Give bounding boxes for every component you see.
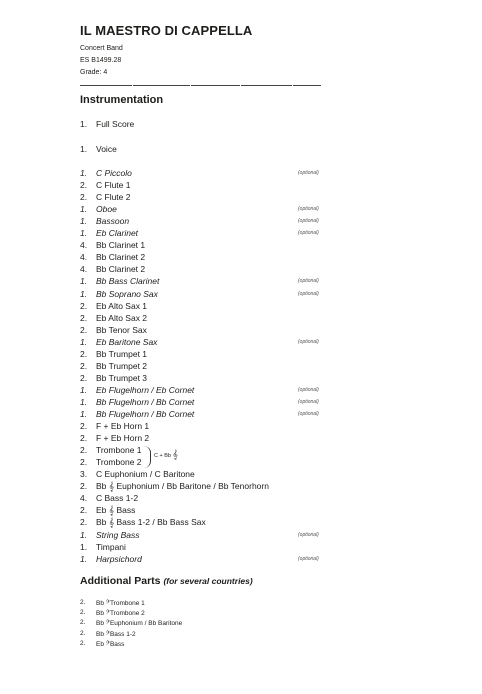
part-count: 1.: [80, 228, 88, 239]
part-name: [96, 275, 159, 287]
bass-clef-icon: 𝄢: [105, 599, 110, 607]
part-key: C Flute 1: [96, 180, 131, 191]
optional-label: (optional): [298, 338, 319, 345]
part-key: Timpani: [96, 541, 126, 552]
part-row: [80, 336, 330, 348]
part-name: [96, 251, 145, 263]
part-key: String Bass: [96, 529, 140, 540]
part-name: [96, 300, 147, 312]
part-key: Bb Flugelhorn / Bb Cornet: [96, 409, 195, 419]
optional-label: (optional): [298, 206, 319, 213]
part-instrument: Trombone 1: [109, 600, 145, 607]
part-key: F + Eb Horn 1: [96, 421, 150, 432]
part-key: Bb Flugelhorn / Bb Cornet: [96, 396, 195, 407]
part-count: 2.: [80, 481, 88, 492]
part-name: [96, 360, 147, 372]
part-row: [80, 324, 330, 336]
treble-clef-icon: 𝄞: [108, 506, 115, 517]
part-key: Eb Clarinet: [96, 228, 139, 239]
part-key: Bb: [96, 517, 107, 528]
part-count: 2.: [80, 348, 88, 359]
part-count: 4.: [80, 264, 88, 275]
part-row: [80, 516, 330, 528]
part-key: C Piccolo: [96, 168, 132, 178]
part-instrument: Euphonium / Bb Baritone / Bb Tenorhorn: [116, 481, 269, 492]
part-instrument: Euphonium / Bb Baritone: [109, 620, 183, 628]
treble-clef-icon: 𝄞: [108, 482, 115, 493]
trombone-brace: [144, 446, 151, 468]
part-name: [96, 480, 269, 493]
part-row: [80, 203, 330, 215]
part-count: 2.: [80, 433, 88, 444]
part-count: 2.: [80, 312, 88, 323]
part-row: [80, 529, 330, 541]
part-name: [96, 167, 132, 179]
part-count: 2.: [80, 180, 88, 191]
part-count: 1.: [80, 288, 88, 299]
bass-clef-icon: 𝄢: [105, 639, 110, 648]
part-instrument: Bass: [116, 505, 136, 516]
part-key: Bb Clarinet 2: [96, 252, 146, 263]
treble-clef-icon: 𝄞: [172, 450, 178, 460]
part-count: 1.: [80, 204, 88, 215]
part-row: [80, 396, 330, 408]
part-name: Voice: [96, 144, 117, 154]
part-count: 2.: [80, 639, 86, 647]
part-name: [96, 203, 117, 215]
part-name: [96, 468, 195, 480]
part-instrument: Bass 1-2: [109, 630, 136, 638]
part-key: Bb Clarinet 2: [96, 264, 146, 275]
part-key: Eb Alto Sax 2: [96, 312, 148, 323]
part-row: [80, 288, 330, 300]
part-key: Oboe: [96, 204, 117, 215]
part-key: C Bass 1-2: [96, 493, 139, 504]
part-key: Bb: [96, 600, 104, 607]
part-key: Eb: [96, 640, 104, 648]
part-name: [96, 384, 194, 396]
part-count: 2.: [80, 421, 88, 432]
part-row: [80, 239, 330, 251]
part-name: [96, 312, 147, 324]
part-row: [80, 263, 330, 275]
part-name: [96, 553, 142, 565]
part-key: Bb Tenor Sax: [96, 324, 147, 335]
part-instrument: Bass 1-2 / Bb Bass Sax: [116, 517, 206, 528]
part-row: [80, 420, 330, 432]
part-key: Bb: [96, 620, 104, 628]
part-key: Bb Soprano Sax: [96, 288, 158, 299]
part-row: [80, 372, 330, 384]
part-name: [96, 288, 158, 300]
part-row: [80, 553, 330, 565]
part-count: 4.: [80, 240, 88, 251]
part-name: [96, 227, 138, 239]
additional-parts-subtitle: (for several countries): [163, 576, 253, 586]
part-row: [80, 348, 330, 360]
part-row: [80, 468, 330, 480]
part-key: Trombone 2: [96, 457, 142, 468]
part-name: Full Score: [96, 119, 135, 129]
part-name: [96, 639, 124, 650]
part-count: 1.: [80, 119, 88, 129]
part-name: [96, 179, 131, 191]
optional-label: (optional): [298, 290, 319, 297]
part-name: [96, 541, 126, 553]
part-key: Eb Baritone Sax: [96, 336, 158, 347]
part-row: [80, 275, 330, 287]
part-name: [96, 263, 145, 275]
optional-label: (optional): [298, 230, 319, 237]
part-count: 1.: [80, 336, 88, 347]
part-row: [80, 300, 330, 312]
part-count: 1.: [80, 541, 88, 552]
instrumentation-heading: Instrumentation: [80, 94, 164, 106]
part-name: [96, 372, 147, 384]
part-name: [96, 396, 194, 408]
part-count: 2.: [80, 619, 86, 627]
part-key: Bb Clarinet 1: [96, 240, 146, 251]
part-row: [80, 251, 330, 263]
ensemble-label: Concert Band: [80, 45, 123, 52]
part-name: [96, 420, 149, 432]
part-count: 2.: [80, 445, 88, 456]
part-row: [80, 480, 330, 492]
part-name: [96, 492, 138, 504]
treble-clef-icon: 𝄞: [108, 518, 115, 529]
part-count: 2.: [80, 505, 88, 516]
part-count: 2.: [80, 192, 88, 203]
part-count: 1.: [80, 168, 88, 178]
part-count: 3.: [80, 469, 88, 480]
part-key: F + Eb Horn 2: [96, 433, 150, 444]
trombone-note: C + Bb 𝄞: [154, 450, 178, 460]
part-count: 2.: [80, 599, 86, 606]
part-count: 4.: [80, 252, 88, 263]
part-instrument: Bass: [109, 640, 125, 648]
part-instrument: Trombone 2: [109, 610, 145, 618]
part-name: [96, 239, 145, 251]
part-key: C Euphonium / C Baritone: [96, 469, 195, 480]
part-count: 1.: [80, 396, 88, 407]
part-count: 1.: [80, 144, 88, 154]
part-key: Bb Trumpet 1: [96, 348, 148, 359]
part-key: Eb: [96, 505, 107, 516]
part-key: Bb: [96, 610, 104, 618]
part-row: [80, 360, 330, 372]
page-title: IL MAESTRO DI CAPPELLA: [80, 23, 253, 38]
optional-label: (optional): [298, 170, 319, 176]
part-row: [80, 432, 330, 444]
part-key: Trombone 1: [96, 445, 142, 456]
part-count: 1.: [80, 409, 88, 419]
part-key: Bb Trumpet 2: [96, 360, 148, 371]
optional-label: (optional): [298, 531, 319, 538]
optional-label: (optional): [298, 398, 319, 405]
part-count: 1.: [80, 553, 88, 564]
additional-part-row: [80, 618, 330, 628]
part-count: 2.: [80, 324, 88, 335]
optional-label: (optional): [298, 386, 319, 393]
part-key: Bb Trumpet 3: [96, 372, 148, 383]
part-row: [80, 167, 330, 179]
divider-rule: [80, 85, 321, 86]
part-row: [80, 312, 330, 324]
part-row: [80, 179, 330, 191]
additional-parts-title: Additional Parts: [80, 575, 161, 587]
part-key: Bb Bass Clarinet: [96, 276, 160, 287]
part-row: [80, 541, 330, 553]
part-name: [96, 456, 142, 468]
part-count: 4.: [80, 493, 88, 504]
part-name: [96, 529, 139, 541]
part-count: 1.: [80, 529, 88, 540]
optional-label: (optional): [298, 555, 319, 562]
part-row: [80, 191, 330, 203]
part-row: [80, 504, 330, 516]
bass-clef-icon: 𝄢: [105, 619, 110, 628]
bass-clef-icon: 𝄢: [105, 609, 110, 618]
additional-parts-heading: [80, 575, 253, 587]
catalog-number: ES B1499.28: [80, 57, 122, 64]
part-name: [96, 516, 206, 529]
part-row: [80, 408, 330, 420]
part-row: [80, 444, 330, 456]
part-count: 1.: [80, 276, 88, 287]
part-count: 2.: [80, 300, 88, 311]
part-key: Eb Alto Sax 1: [96, 300, 148, 311]
part-row: [80, 227, 330, 239]
additional-part-row: [80, 608, 330, 618]
part-key: Bassoon: [96, 216, 130, 227]
part-key: Harpsichord: [96, 553, 142, 564]
additional-part-row: [80, 598, 330, 608]
grade-label: Grade: 4: [80, 69, 108, 76]
part-row: [80, 384, 330, 396]
score-row: [80, 143, 330, 155]
part-count: 1.: [80, 216, 88, 227]
part-row: [80, 492, 330, 504]
part-name: [96, 336, 157, 348]
part-name: [96, 504, 135, 517]
part-count: 2.: [80, 372, 88, 383]
optional-label: (optional): [298, 278, 319, 285]
part-name: [96, 191, 131, 203]
optional-label: (optional): [298, 411, 319, 417]
additional-part-row: [80, 629, 330, 639]
part-count: 2.: [80, 360, 88, 371]
part-count: 2.: [80, 517, 88, 528]
score-row: [80, 118, 330, 130]
part-key: Bb: [96, 481, 107, 492]
part-name: [96, 215, 129, 227]
additional-part-row: [80, 639, 330, 649]
part-count: 2.: [80, 457, 88, 468]
part-count: 1.: [80, 384, 88, 395]
part-key: Eb Flugelhorn / Eb Cornet: [96, 384, 195, 395]
part-name: [96, 408, 194, 420]
part-name: [96, 432, 149, 444]
part-key: C Flute 2: [96, 192, 131, 203]
part-name: [96, 444, 142, 456]
part-key: Bb: [96, 630, 104, 638]
part-count: 2.: [80, 629, 86, 637]
part-name: [96, 324, 147, 336]
part-row: [80, 215, 330, 227]
optional-label: (optional): [298, 218, 319, 225]
part-row: [80, 456, 330, 468]
bass-clef-icon: 𝄢: [105, 629, 110, 638]
part-count: 2.: [80, 609, 86, 617]
part-name: [96, 348, 147, 360]
